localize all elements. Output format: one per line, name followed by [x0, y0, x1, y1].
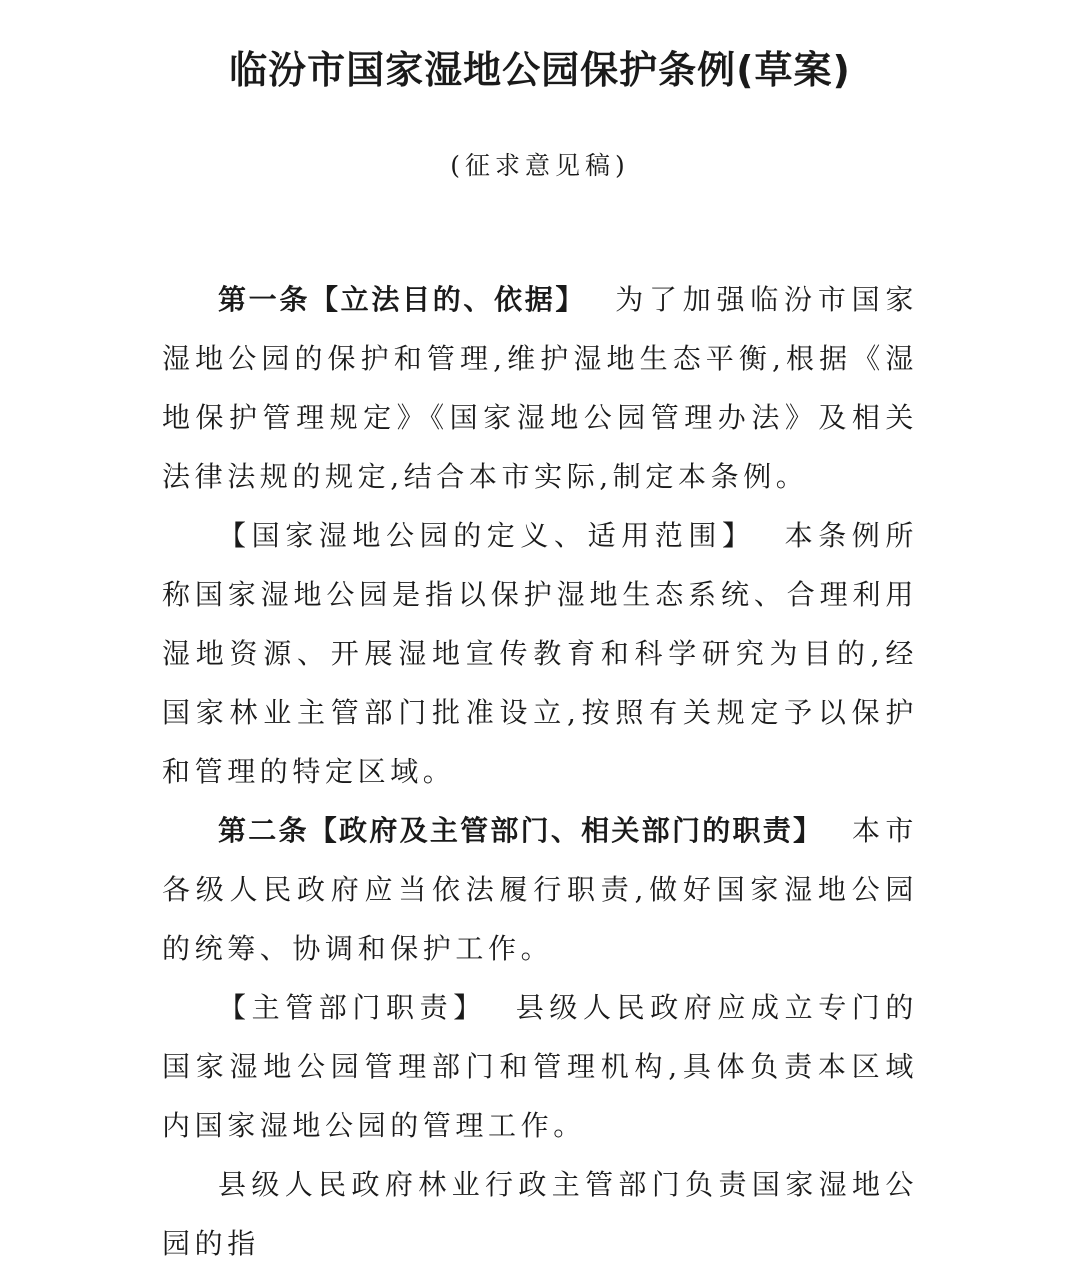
article-1-paragraph	[162, 270, 918, 506]
document-title: 临汾市国家湿地公园保护条例(草案)	[229, 48, 851, 92]
forestry-text: 县级人民政府林业行政主管部门负责国家湿地公园的指	[162, 1168, 918, 1260]
authority-duty-heading: 【主管部门职责】	[218, 991, 487, 1024]
definition-heading: 【国家湿地公园的定义、适用范围】	[218, 519, 756, 552]
article-2-text: 本市各级人民政府应当依法履行职责,做好国家湿地公园的统筹、协调和保护工作。	[162, 814, 918, 965]
article-1-text: 为了加强临汾市国家湿地公园的保护和管理,维护湿地生态平衡,根据《湿地保护管理规定》《国家湿地公园管理办法》及相关法律法规的规定,结合本市实际,制定本条例。	[162, 283, 918, 493]
article-2-heading: 第二条【政府及主管部门、相关部门的职责】	[218, 814, 824, 847]
definition-paragraph	[162, 506, 918, 801]
forestry-paragraph	[162, 1155, 918, 1273]
document-body	[162, 270, 918, 1273]
article-1-heading: 第一条【立法目的、依据】	[218, 283, 587, 316]
document-subtitle: (征求意见稿)	[450, 151, 630, 180]
authority-duty-paragraph	[162, 978, 918, 1155]
authority-duty-text: 县级人民政府应成立专门的国家湿地公园管理部门和管理机构,具体负责本区域内国家湿地公园的管理工作。	[162, 991, 918, 1142]
definition-text: 本条例所称国家湿地公园是指以保护湿地生态系统、合理利用湿地资源、开展湿地宣传教育和科学研究为目的,经国家林业主管部门批准设立,按照有关规定予以保护和管理的特定区域。	[162, 519, 918, 788]
article-2-paragraph	[162, 801, 918, 978]
